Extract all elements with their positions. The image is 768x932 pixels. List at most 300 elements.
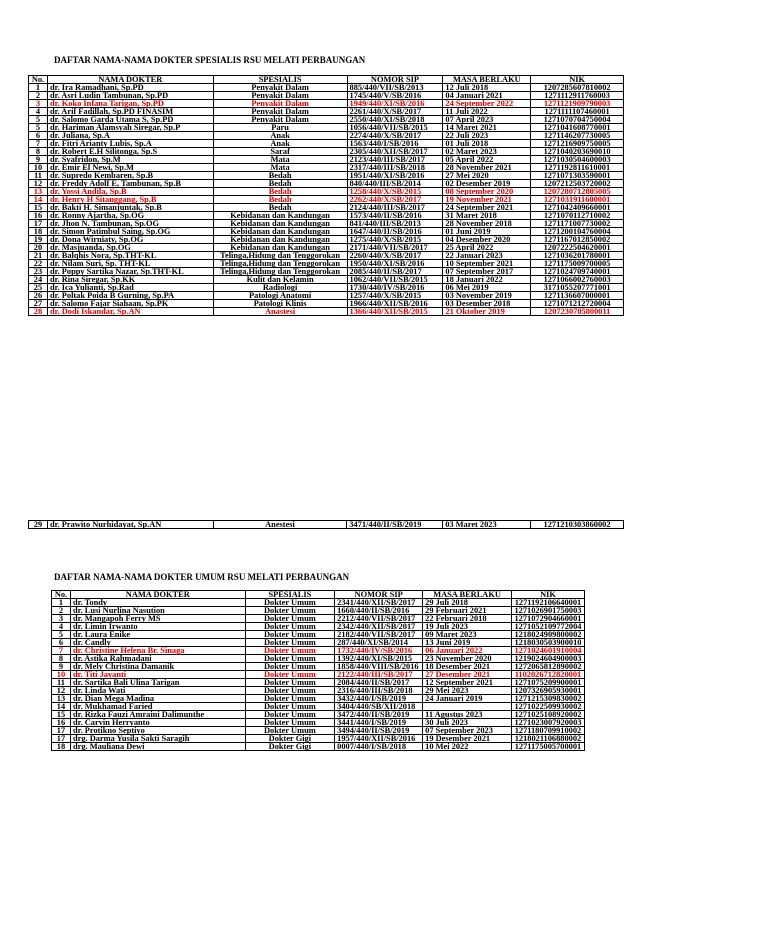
cell-name: dr. Mangapoh Ferry MS (70, 615, 245, 623)
cell-nik: 1102026712820001 (511, 671, 584, 679)
cell-name: dr. Fitri Arianty Lubis, Sp.A (47, 140, 213, 148)
cell-validity: 06 Mei 2019 (443, 284, 531, 292)
cell-specialty: Bedah (213, 180, 347, 188)
cell-sip: 1966/440/XII/SB/2016 (347, 300, 443, 308)
cell-name: drg. Darma Yusila Sakti Saragih (70, 735, 245, 743)
cell-specialty: Kebidanan dan Kandungan (213, 236, 347, 244)
cell-nik: 1271192811610001 (531, 164, 624, 172)
cell-sip: 1062/440/VII/SB/2015 (347, 276, 443, 284)
cell-nik: 1207230705800011 (531, 308, 624, 316)
cell-no: 11 (52, 679, 71, 687)
cell-nik: 1207212503720002 (531, 180, 624, 188)
table-row (52, 631, 585, 639)
cell-validity: 24 September 2022 (443, 100, 531, 108)
cell-sip: 2305/440/XII/SB/2017 (347, 148, 443, 156)
cell-sip: 2123/440/III/SB/2017 (347, 156, 443, 164)
cell-specialty: Patologi Anatomi (213, 292, 347, 300)
cell-no: 12 (29, 180, 48, 188)
cell-name: dr. Nilam Suri, Sp. THT-KL (47, 260, 213, 268)
cell-name: dr. Astika Rahmadani (70, 655, 245, 663)
cell-nik: 1271042409660001 (531, 204, 624, 212)
cell-nik: 1271070704750004 (531, 116, 624, 124)
cell-validity: 19 Juli 2023 (423, 623, 512, 631)
cell-no: 1 (52, 599, 71, 607)
cell-no: 10 (29, 164, 48, 172)
cell-name: dr. Freddy Adolf E, Tambunan, Sp.B (47, 180, 213, 188)
cell-sip: 1951/440/XI/SB/2016 (347, 172, 443, 180)
cell-validity: 03 Maret 2023 (443, 521, 531, 529)
cell-validity: 21 Oktober 2019 (443, 308, 531, 316)
cell-validity: 18 Januari 2022 (443, 276, 531, 284)
cell-validity: 02 Desember 2019 (443, 180, 531, 188)
cell-no: 17 (29, 220, 48, 228)
cell-specialty: Dokter Umum (245, 727, 335, 735)
header-name: NAMA DOKTER (70, 591, 245, 599)
header-no: No. (52, 591, 71, 599)
cell-validity: 29 Mei 2023 (423, 687, 512, 695)
cell-name: dr. Asri Ludin Tambunan, Sp.PD (47, 92, 213, 100)
cell-nik: 3171055207771001 (531, 284, 624, 292)
cell-specialty: Anak (213, 132, 347, 140)
cell-sip: 3472/440/II/SB/2019 (335, 711, 423, 719)
cell-validity: 03 Desember 2018 (443, 300, 531, 308)
cell-name: dr. Ronny Ajartha, Sp.OG (47, 212, 213, 220)
cell-specialty: Dokter Umum (245, 719, 335, 727)
cell-sip: 1275/440/X/SB/2015 (347, 236, 443, 244)
cell-name: dr. Juliana, Sp.A (47, 132, 213, 140)
cell-nik: 1271036201780001 (531, 252, 624, 260)
cell-validity: 22 Februari 2018 (423, 615, 512, 623)
cell-name: dr. Masjuanda, Sp.OG (47, 244, 213, 252)
cell-no: 10 (52, 671, 71, 679)
cell-nik: 1218024909800002 (511, 631, 584, 639)
cell-sip: 2550/440/XI/SB/2018 (347, 116, 443, 124)
cell-name: dr. Linda Wati (70, 687, 245, 695)
cell-sip: 287/440/XI/SB/2014 (335, 639, 423, 647)
cell-nik: 1207326905930001 (511, 687, 584, 695)
cell-nik: 1271024601910004 (511, 647, 584, 655)
header-sip: NOMOR SIP (335, 591, 423, 599)
cell-nik: 1271026901750003 (511, 607, 584, 615)
header-nik: NIK (531, 76, 624, 84)
cell-name: dr. Protikno Septiyo (70, 727, 245, 735)
cell-validity: 18 Desember 2021 (423, 663, 512, 671)
cell-validity: 05 April 2022 (443, 156, 531, 164)
cell-validity: 12 Juli 2018 (443, 84, 531, 92)
cell-specialty: Kebidanan dan Kandungan (213, 212, 347, 220)
cell-validity: 27 Mei 2020 (443, 172, 531, 180)
cell-sip: 841/440/III/SB/2013 (347, 220, 443, 228)
cell-validity: 25 April 2022 (443, 244, 531, 252)
cell-nik: 1271175009700005 (531, 260, 624, 268)
cell-validity: 09 Maret 2023 (423, 631, 512, 639)
cell-nik: 1271023007920003 (511, 719, 584, 727)
cell-sip: 1573/440/II/SB/2016 (347, 212, 443, 220)
cell-validity: 19 Desember 2021 (423, 735, 512, 743)
cell-sip: 1732/440/IV/SB/2016 (335, 647, 423, 655)
cell-name: dr. Bakti H. Simanjuntak, Sp.B (47, 204, 213, 212)
cell-name: dr. Jhon N. Tambunan, Sp.OG (47, 220, 213, 228)
cell-validity: 24 Januari 2019 (423, 695, 512, 703)
cell-validity: 13 Juni 2019 (423, 639, 512, 647)
cell-sip: 2317/440/III/SB/2018 (347, 164, 443, 172)
cell-sip: 1949/440/XI/SB/2016 (347, 100, 443, 108)
cell-name: dr. Mukhamad Faried (70, 703, 245, 711)
cell-name: dr. Laura Enike (70, 631, 245, 639)
cell-validity: 29 Juli 2018 (423, 599, 512, 607)
cell-no: 18 (29, 228, 48, 236)
cell-sip: 1950/440/XI/SB/2016 (347, 260, 443, 268)
cell-validity: 22 Juli 2023 (443, 132, 531, 140)
cell-name: drg. Mauliana Dewi (70, 743, 245, 751)
general-title: DAFTAR NAMA-NAMA DOKTER UMUM RSU MELATI PERBAUNGAN (54, 572, 350, 582)
cell-specialty: Radiologi (213, 284, 347, 292)
cell-specialty: Kebidanan dan Kandungan (213, 228, 347, 236)
table-row (52, 663, 585, 671)
cell-nik: 1271121909790003 (531, 100, 624, 108)
cell-sip: 2122/440/III/SB/2017 (335, 671, 423, 679)
cell-specialty: Kebidanan dan Kandungan (213, 220, 347, 228)
cell-name: dr. Salomo Fajar Siahaan, Sp.PK (47, 300, 213, 308)
cell-specialty: Dokter Umum (245, 599, 335, 607)
cell-no: 13 (29, 188, 48, 196)
cell-no: 8 (29, 148, 48, 156)
cell-specialty: Dokter Umum (245, 703, 335, 711)
cell-sip: 1660/440/II/SB/2016 (335, 607, 423, 615)
cell-nik: 1271167012850002 (531, 236, 624, 244)
cell-name: dr. Poppy Sartika Nazar, Sp.THT-KL (47, 268, 213, 276)
cell-validity: 04 Desember 2020 (443, 236, 531, 244)
cell-validity: 02 Maret 2023 (443, 148, 531, 156)
cell-name: dr. Rina Siregar, Sp.KK (47, 276, 213, 284)
cell-specialty: Dokter Umum (245, 623, 335, 631)
cell-validity: 22 Januari 2023 (443, 252, 531, 260)
cell-sip: 1858/440/VIII/SB/2016 (335, 663, 423, 671)
cell-name: dr. Carvin Herryanto (70, 719, 245, 727)
cell-validity: 07 September 2017 (443, 268, 531, 276)
cell-validity: 12 September 2021 (423, 679, 512, 687)
cell-nik: 1271210303860002 (531, 521, 624, 529)
cell-nik: 1218030503900010 (511, 639, 584, 647)
cell-no: 14 (29, 196, 48, 204)
cell-specialty: Dokter Umum (245, 663, 335, 671)
cell-no: 19 (29, 236, 48, 244)
cell-sip: 2085/440/II/SB/2017 (347, 268, 443, 276)
header-name: NAMA DOKTER (47, 76, 213, 84)
cell-nik: 1271075209900001 (511, 679, 584, 687)
cell-validity: 29 Februari 2021 (423, 607, 512, 615)
cell-nik: 1207280712805005 (531, 188, 624, 196)
cell-no: 23 (29, 268, 48, 276)
cell-specialty: Dokter Umum (245, 687, 335, 695)
cell-specialty: Bedah (213, 172, 347, 180)
cell-nik: 1271175005700001 (511, 743, 584, 751)
cell-no: 28 (29, 308, 48, 316)
cell-validity: 28 November 2018 (443, 220, 531, 228)
cell-no: 17 (52, 735, 71, 743)
header-sip: NOMOR SIP (347, 76, 443, 84)
cell-name: dr. Supredo Kembaren, Sp.B (47, 172, 213, 180)
cell-validity: 08 September 2020 (443, 188, 531, 196)
cell-no: 22 (29, 260, 48, 268)
cell-name: dr. Christine Helena Br. Sinaga (70, 647, 245, 655)
cell-specialty: Bedah (213, 204, 347, 212)
cell-sip: 2342/440/XII/SB/2017 (335, 623, 423, 631)
cell-no: 6 (52, 639, 71, 647)
cell-sip: 2182/440/VII/SB/2017 (335, 631, 423, 639)
cell-sip: 1563/440/I/SB/2016 (347, 140, 443, 148)
cell-name: dr. Hariman Alamsyah Siregar, Sp.P (47, 124, 213, 132)
cell-sip: 1257/440/X/SB/2015 (347, 292, 443, 300)
cell-no: 29 (29, 521, 48, 529)
cell-validity: 04 Januari 2021 (443, 92, 531, 100)
cell-validity: 19 November 2021 (443, 196, 531, 204)
cell-sip: 1745/440/V/SB/2016 (347, 92, 443, 100)
cell-no: 9 (29, 156, 48, 164)
cell-specialty: Dokter Umum (245, 647, 335, 655)
cell-no: 20 (29, 244, 48, 252)
cell-validity: 11 Agustus 2023 (423, 711, 512, 719)
cell-name: dr. Dona Wirniaty, Sp.OG (47, 236, 213, 244)
cell-validity: 07 April 2023 (443, 116, 531, 124)
cell-validity: 27 Desember 2021 (423, 671, 512, 679)
cell-sip: 3404/440/SB/XII/2018 (335, 703, 423, 711)
cell-no: 6 (29, 132, 48, 140)
cell-specialty: Penyakit Dalam (213, 92, 347, 100)
cell-nik: 1271200104760004 (531, 228, 624, 236)
cell-nik: 1271024709740001 (531, 268, 624, 276)
cell-no: 21 (29, 252, 48, 260)
cell-nik: 1271052109772004 (511, 623, 584, 631)
cell-nik: 1271146207730005 (531, 132, 624, 140)
table-row (52, 679, 585, 687)
header-no: No. (29, 76, 48, 84)
general-header-row (52, 591, 585, 599)
cell-no: 24 (29, 276, 48, 284)
cell-specialty: Dokter Umum (245, 615, 335, 623)
cell-nik: 1271072904660001 (511, 615, 584, 623)
cell-name: dr. Yossi Andila, Sp.B (47, 188, 213, 196)
cell-no: 2 (29, 92, 48, 100)
table-row (29, 124, 624, 132)
cell-specialty: Patologi Klinis (213, 300, 347, 308)
cell-name: dr. Emir El Newi, Sp.M (47, 164, 213, 172)
cell-no: 26 (29, 292, 48, 300)
general-table (51, 590, 585, 751)
cell-name: dr. Koko Infana Tarigan, Sp.PD (47, 100, 213, 108)
cell-sip: 1366/440/XII/SB/2015 (347, 308, 443, 316)
cell-name: dr. Balqhis Nora, Sp.THT-KL (47, 252, 213, 260)
cell-nik: 1271070112710002 (531, 212, 624, 220)
cell-no: 5 (52, 631, 71, 639)
cell-sip: 3441/440/I/SB/2019 (335, 719, 423, 727)
cell-sip: 2212/440/VII/SB/2017 (335, 615, 423, 623)
cell-nik: 1271136607000001 (531, 292, 624, 300)
cell-specialty: Dokter Gigi (245, 735, 335, 743)
table-row (52, 743, 585, 751)
cell-name: dr. Prawito Nurhidayat, Sp.AN (47, 521, 213, 529)
cell-nik: 1271030504600003 (531, 156, 624, 164)
cell-name: dr. Mely Christina Damanik (70, 663, 245, 671)
cell-no: 15 (52, 711, 71, 719)
cell-validity: 31 Maret 2018 (443, 212, 531, 220)
cell-sip: 2341/440/XII/SB/2017 (335, 599, 423, 607)
cell-name: dr. Robert E.H Silitonga, Sp.S (47, 148, 213, 156)
cell-sip: 1258/440/X/SB/2015 (347, 188, 443, 196)
cell-nik: 1271111107460001 (531, 108, 624, 116)
cell-specialty: Dokter Umum (245, 607, 335, 615)
cell-nik: 1271040203690010 (531, 148, 624, 156)
cell-name: dr. Poltak Poida B Gurning, Sp.PA (47, 292, 213, 300)
cell-no: 7 (52, 647, 71, 655)
cell-no: 16 (29, 212, 48, 220)
cell-sip: 1957/440/XII/SB/2016 (335, 735, 423, 743)
cell-sip: 2124/440/III/SB/2017 (347, 204, 443, 212)
cell-nik: 1271022509930002 (511, 703, 584, 711)
cell-no: 11 (29, 172, 48, 180)
cell-name: dr. Salomo Garda Utama S, Sp.PD (47, 116, 213, 124)
header-nik: NIK (511, 591, 584, 599)
header-specialty: SPESIALIS (245, 591, 335, 599)
cell-no: 8 (52, 655, 71, 663)
cell-specialty: Dokter Umum (245, 639, 335, 647)
cell-specialty: Anak (213, 140, 347, 148)
cell-validity: 01 Juli 2018 (443, 140, 531, 148)
cell-no: 3 (29, 100, 48, 108)
specialist-table (28, 75, 624, 316)
cell-specialty: Bedah (213, 188, 347, 196)
cell-no: 5 (29, 116, 48, 124)
header-validity: MASA BERLAKU (423, 591, 512, 599)
cell-specialty: Anastesi (213, 308, 347, 316)
cell-name: dr. Lusi Nurlina Nasution (70, 607, 245, 615)
cell-specialty: Dokter Umum (245, 631, 335, 639)
cell-specialty: Dokter Umum (245, 711, 335, 719)
cell-nik: 1207222504620001 (531, 244, 624, 252)
cell-no: 9 (52, 663, 71, 671)
cell-sip: 2316/440/III/SB/2018 (335, 687, 423, 695)
cell-name: dr. Limin Irwanto (70, 623, 245, 631)
cell-specialty: Kebidanan dan Kandungan (213, 244, 347, 252)
cell-sip: 1056/440/VII/SB/2015 (347, 124, 443, 132)
cell-sip: 2084/440/II/SB/2017 (335, 679, 423, 687)
cell-no: 18 (52, 743, 71, 751)
cell-name: dr. Syafridon, Sp.M (47, 156, 213, 164)
cell-validity: 03 November 2019 (443, 292, 531, 300)
cell-nik: 1271171007730002 (531, 220, 624, 228)
cell-nik: 1271071303590001 (531, 172, 624, 180)
cell-name: dr. Dian Mega Madina (70, 695, 245, 703)
cell-no: 3 (52, 615, 71, 623)
cell-nik: 1271041608770001 (531, 124, 624, 132)
cell-nik: 1271216909750005 (531, 140, 624, 148)
table-row (29, 521, 624, 529)
cell-specialty: Dokter Umum (245, 655, 335, 663)
cell-no: 5 (29, 124, 48, 132)
cell-no: 15 (29, 204, 48, 212)
cell-specialty: Telinga,Hidung dan Tenggorokan (213, 260, 347, 268)
cell-sip: 0007/440/I/SB/2018 (335, 743, 423, 751)
cell-specialty: Anestesi (213, 521, 347, 529)
header-specialty: SPESIALIS (213, 76, 347, 84)
cell-validity: 11 Juli 2022 (443, 108, 531, 116)
cell-sip: 2171/440/VII/SB/2017 (347, 244, 443, 252)
cell-sip: 1392/440/XI/SB/2015 (335, 655, 423, 663)
cell-nik: 1218021106880002 (511, 735, 584, 743)
cell-validity: 30 Juli 2023 (423, 719, 512, 727)
cell-nik: 1271180709910002 (511, 727, 584, 735)
cell-sip: 2261/440/X/SB/2017 (347, 108, 443, 116)
cell-name: dr. Dodi Iskandar, Sp.AN (47, 308, 213, 316)
cell-sip: 3471/440/II/SB/2019 (347, 521, 443, 529)
cell-name: dr. Simon Patimbul Saing, Sp.OG (47, 228, 213, 236)
cell-name: dr. Rizka Fauzi Amraini Dalimunthe (70, 711, 245, 719)
cell-no: 13 (52, 695, 71, 703)
cell-sip: 2260/440/X/SB/2017 (347, 252, 443, 260)
cell-no: 4 (52, 623, 71, 631)
cell-specialty: Kulit dan Kelamin (213, 276, 347, 284)
cell-nik: 1272065812890002 (511, 663, 584, 671)
cell-validity: 24 September 2021 (443, 204, 531, 212)
cell-sip: 885/440/VII/SB/2013 (347, 84, 443, 92)
cell-no: 16 (52, 719, 71, 727)
cell-no: 17 (52, 727, 71, 735)
cell-name: dr. Titi Jayanti (70, 671, 245, 679)
table-row (52, 623, 585, 631)
cell-no: 7 (29, 140, 48, 148)
cell-specialty: Telinga,Hidung dan Tenggorokan (213, 268, 347, 276)
cell-validity: 10 September 2021 (443, 260, 531, 268)
cell-nik: 1271025108920002 (511, 711, 584, 719)
cell-specialty: Saraf (213, 148, 347, 156)
cell-specialty: Penyakit Dalam (213, 108, 347, 116)
cell-validity: 01 Juni 2019 (443, 228, 531, 236)
cell-specialty: Mata (213, 156, 347, 164)
cell-no: 12 (52, 687, 71, 695)
cell-specialty: Paru (213, 124, 347, 132)
cell-nik: 1271031911600001 (531, 196, 624, 204)
cell-no: 2 (52, 607, 71, 615)
cell-specialty: Dokter Umum (245, 679, 335, 687)
cell-nik: 1271192106640001 (511, 599, 584, 607)
cell-specialty: Bedah (213, 196, 347, 204)
cell-no: 1 (29, 84, 48, 92)
cell-specialty: Mata (213, 164, 347, 172)
cell-sip: 1730/440/IV/SB/2016 (347, 284, 443, 292)
cell-validity: 14 Maret 2021 (443, 124, 531, 132)
cell-validity: 10 Mei 2022 (423, 743, 512, 751)
cell-name: dr. Arif Fadillah, Sp.PD FINASIM (47, 108, 213, 116)
cell-nik: 1271066002760003 (531, 276, 624, 284)
cell-specialty: Dokter Umum (245, 671, 335, 679)
cell-validity: 07 September 2023 (423, 727, 512, 735)
cell-name: dr. Candly (70, 639, 245, 647)
cell-sip: 1647/440/II/SB/2016 (347, 228, 443, 236)
cell-no: 27 (29, 300, 48, 308)
cell-validity: 28 November 2021 (443, 164, 531, 172)
cell-name: dr. Ica Yulianti, Sp.Rad (47, 284, 213, 292)
cell-specialty: Penyakit Dalam (213, 116, 347, 124)
cell-no: 4 (29, 108, 48, 116)
cell-nik: 1271112911760003 (531, 92, 624, 100)
cell-name: dr. Sartika Bali Ulina Tarigan (70, 679, 245, 687)
cell-sip: 3432/440/I/SB/2019 (335, 695, 423, 703)
cell-sip: 840/440/III/SB/2014 (347, 180, 443, 188)
table-row (29, 308, 624, 316)
cell-nik: 1271071212720004 (531, 300, 624, 308)
cell-validity: 06 Januari 2022 (423, 647, 512, 655)
cell-nik: 1219024604900003 (511, 655, 584, 663)
